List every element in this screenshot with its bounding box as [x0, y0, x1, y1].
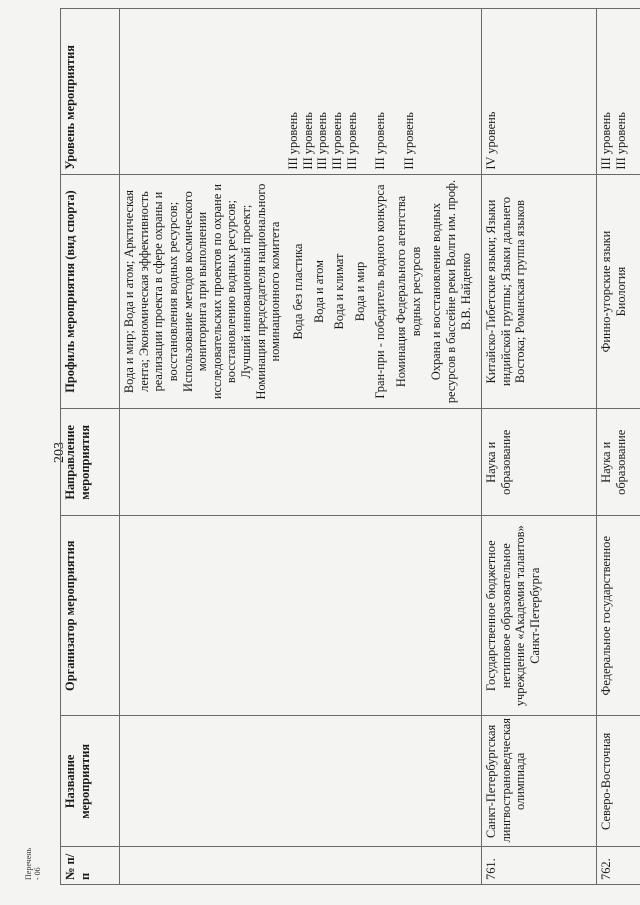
row-organizer — [120, 516, 482, 716]
events-table — [60, 8, 640, 885]
level-item: III уровень — [315, 112, 330, 170]
row-profile: Китайско-Тибетские языки; Языки индийской группы; Языки дальнего Востока; Романская группа языков — [482, 174, 597, 409]
profile-item: Охрана и восстановление водных ресурсов в бассейне реки Волги им. проф. В.В. Найденко — [429, 179, 473, 404]
level-item: III уровень — [613, 112, 628, 170]
row-level: IV уровень — [482, 9, 597, 175]
table-header-row — [61, 9, 120, 885]
row-organizer: Государственное бюджетное нетиповое образовательное учреждение «Академия талантов» Санкт-Петербурга — [482, 516, 597, 716]
row-levels — [597, 9, 640, 175]
level-item: III уровень — [344, 112, 359, 170]
footer-mark: Перечень - 06 — [24, 847, 42, 880]
profile-item: Гран-при - победитель водного конкурса — [373, 184, 388, 399]
row-direction — [120, 409, 482, 516]
profile-item: Номинация Федерального агентства водных ресурсов — [394, 195, 423, 388]
header-direction: Направление мероприятия — [61, 409, 120, 516]
profile-item: Вода и мир — [352, 261, 367, 322]
row-num: 762. — [597, 847, 640, 885]
level-item: III уровень — [401, 112, 416, 170]
row-profiles — [597, 174, 640, 409]
profile-item: Вода и атом — [311, 260, 326, 324]
profile-item: Финно-угорские языки — [599, 230, 614, 353]
row-profiles — [120, 174, 482, 409]
profile-item: Вода без пластика — [290, 243, 305, 340]
row-direction: Наука и образование — [482, 409, 597, 516]
row-organizer: Федеральное государственное — [597, 516, 640, 716]
level-item: III уровень — [599, 112, 614, 170]
row-num — [120, 847, 482, 885]
header-num: № п/п — [61, 847, 120, 885]
header-level: Уровень мероприятия — [61, 9, 120, 175]
level-item: III уровень — [329, 112, 344, 170]
header-name: Название мероприятия — [61, 716, 120, 847]
row-name: Северо-Восточная — [597, 716, 640, 847]
level-item: III уровень — [300, 112, 315, 170]
table-row — [482, 9, 597, 885]
header-organizer: Организатор мероприятия — [61, 516, 120, 716]
level-item: III уровень — [373, 112, 388, 170]
level-item: III уровень — [286, 112, 300, 170]
profile-item: Вода и мир; Вода и атом; Арктическая лента; Экономическая эффективность реализации проекта в сфере охраны и восстановления водных ресурсов; Использование методов космического мониторинга при выполнении исследовательских проектов по охране и восстановлению водных ресурсов; Лучший инновационный проект; Номинация председателя национального номинационного комитета — [122, 183, 283, 400]
row-levels — [120, 9, 482, 175]
table-row — [120, 9, 482, 885]
row-name — [120, 716, 482, 847]
header-profile: Профиль мероприятия (вид спорта) — [61, 174, 120, 409]
row-num: 761. — [482, 847, 597, 885]
row-name: Санкт-Петербургская лингвострановедческая олимпиада — [482, 716, 597, 847]
row-direction: Наука и образование — [597, 409, 640, 516]
table-row — [597, 9, 640, 885]
page-number: 203 — [52, 442, 67, 463]
profile-item: Вода и климат — [332, 253, 347, 330]
profile-item: Биология — [613, 266, 628, 317]
